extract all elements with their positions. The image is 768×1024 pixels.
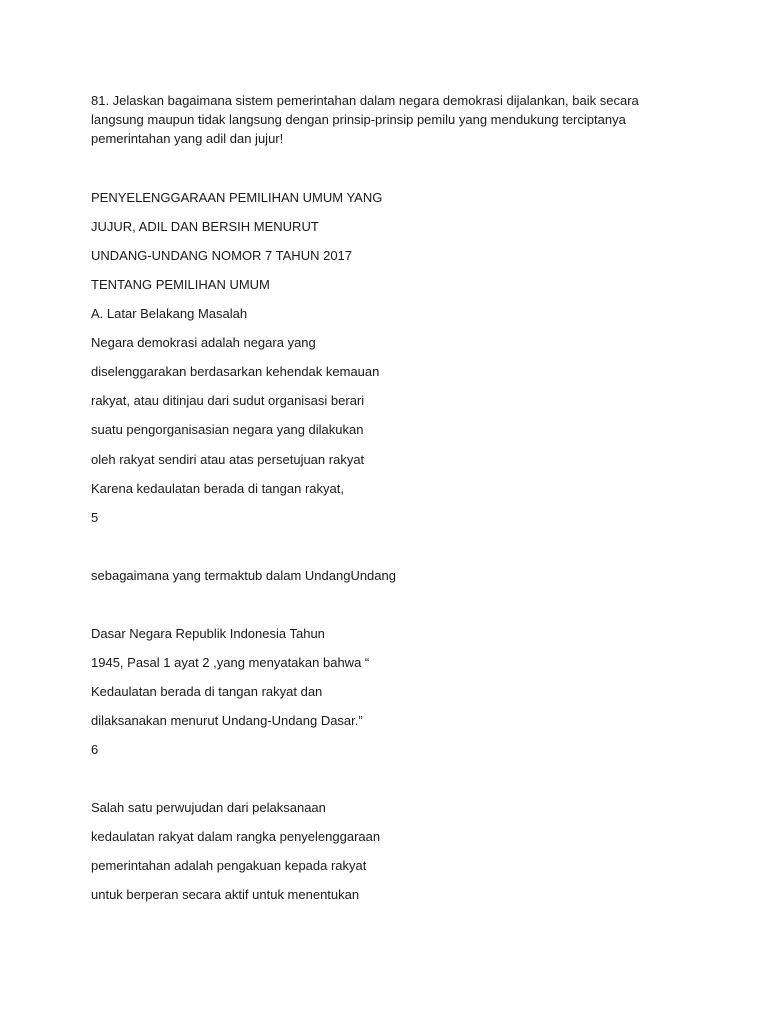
body-line: 1945, Pasal 1 ayat 2 ,yang menyatakan bahwa “ [91, 655, 370, 670]
body-line: untuk berperan secara aktif untuk menentukan [91, 887, 360, 902]
title-line-1: PENYELENGGARAAN PEMILIHAN UMUM YANG [91, 190, 383, 205]
title-line-4: TENTANG PEMILIHAN UMUM [91, 277, 270, 292]
body-line: diselenggarakan berdasarkan kehendak kemauan [91, 364, 380, 379]
body-line: Karena kedaulatan berada di tangan rakyat, [91, 481, 344, 496]
body-line: dilaksanakan menurut Undang-Undang Dasar.” [91, 713, 363, 728]
question-paragraph: 81. Jelaskan bagaimana sistem pemerintahan dalam negara demokrasi dijalankan, baik secara langsung maupun tidak langsung dengan prinsip-prinsip pemilu yang mendukung terciptanya pemerintahan yang adil dan jujur! [91, 93, 639, 146]
title-line-3: UNDANG-UNDANG NOMOR 7 TAHUN 2017 [91, 248, 353, 263]
body-line: suatu pengorganisasian negara yang dilakukan [91, 422, 364, 437]
title-line-2: JUJUR, ADIL DAN BERSIH MENURUT [91, 219, 319, 234]
body-line: rakyat, atau ditinjau dari sudut organisasi berari [91, 393, 365, 408]
body-line: Dasar Negara Republik Indonesia Tahun [91, 626, 325, 641]
body-line: Salah satu perwujudan dari pelaksanaan [91, 800, 326, 815]
body-line: sebagaimana yang termaktub dalam UndangUndang [91, 568, 396, 583]
body-line: pemerintahan adalah pengakuan kepada rakyat [91, 858, 367, 873]
footnote-number: 6 [91, 742, 99, 757]
body-line: Negara demokrasi adalah negara yang [91, 335, 316, 350]
footnote-number: 5 [91, 510, 99, 525]
body-line: Kedaulatan berada di tangan rakyat dan [91, 684, 323, 699]
body-line: kedaulatan rakyat dalam rangka penyelenggaraan [91, 829, 381, 844]
section-heading: A. Latar Belakang Masalah [91, 306, 248, 321]
body-line: oleh rakyat sendiri atau atas persetujuan rakyat [91, 452, 365, 467]
